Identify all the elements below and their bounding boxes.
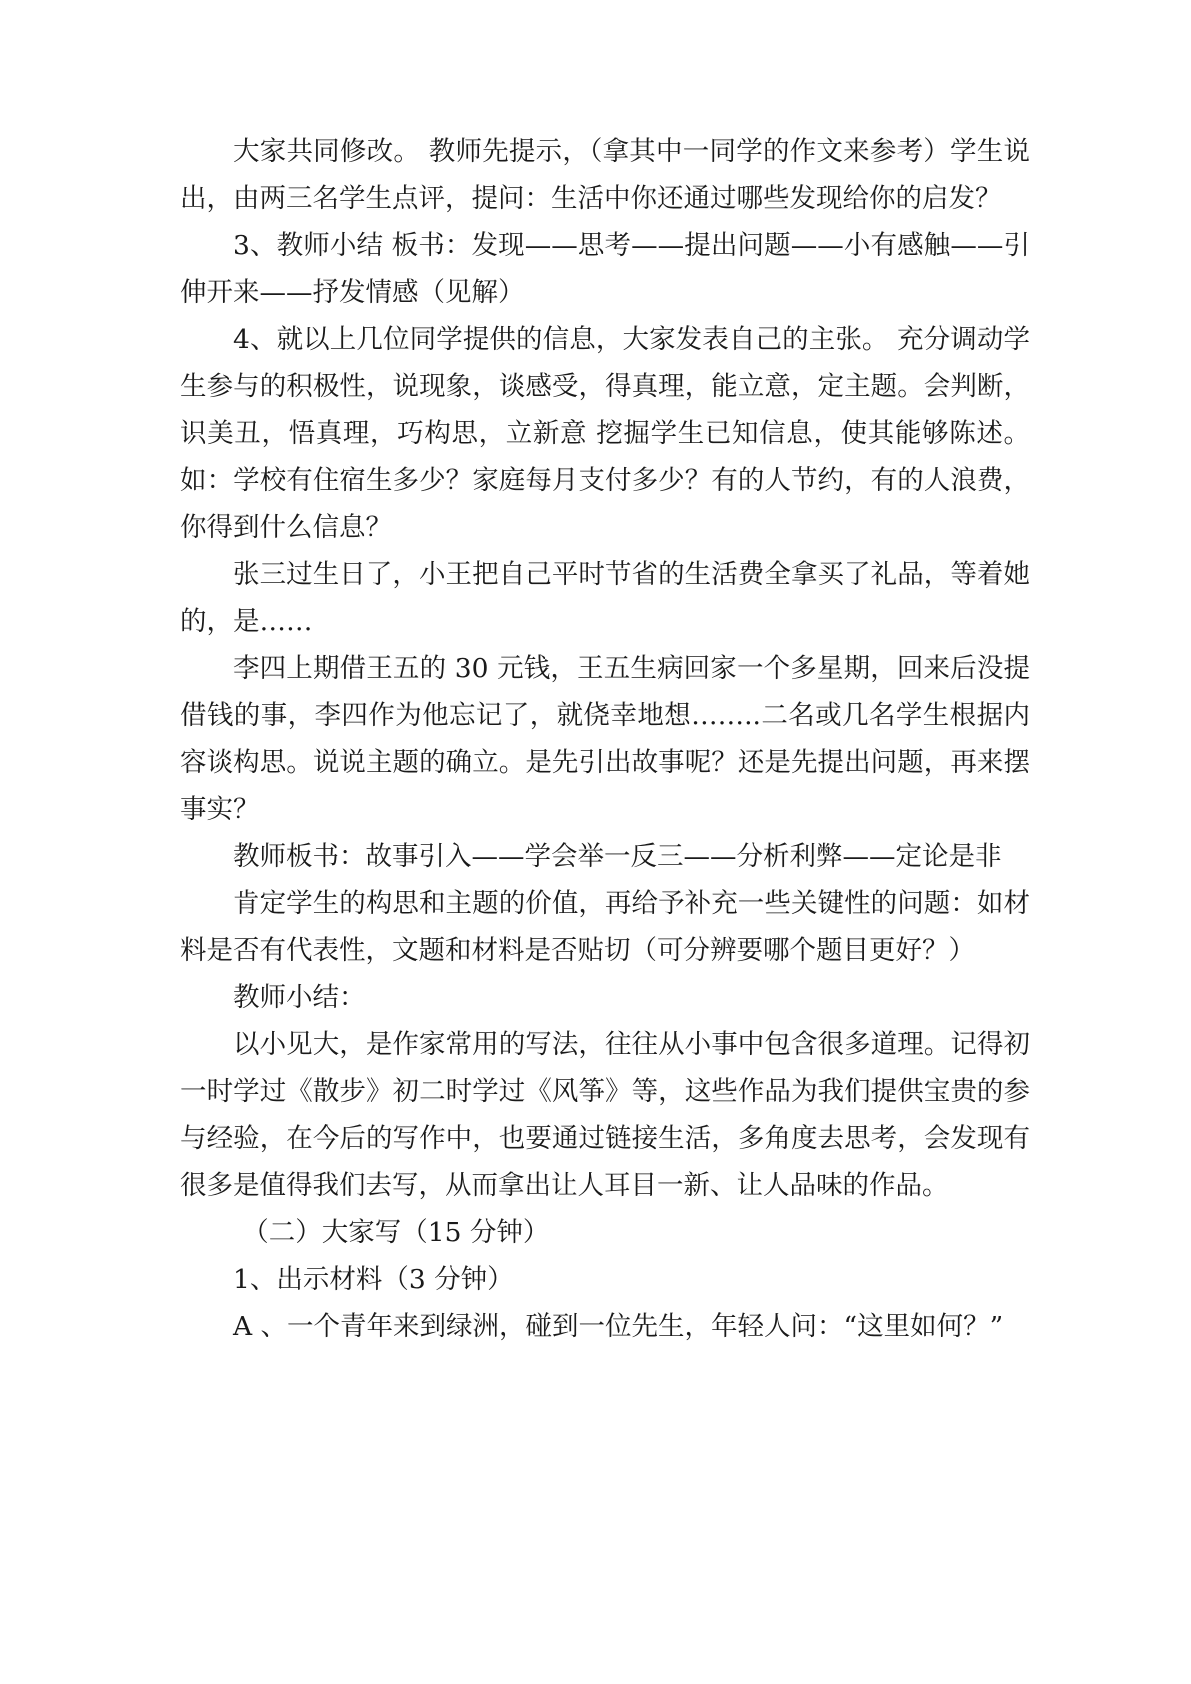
- paragraph-lisi-example: 李四上期借王五的 30 元钱，王五生病回家一个多星期，回来后没提借钱的事，李四作为他忘记了，就侥幸地想……..二名或几名学生根据内容谈构思。说说主题的确立。是先引出故事呢？还是先提出问题，再来摆事实？: [180, 653, 1030, 825]
- paragraph-revision: 大家共同修改。 教师先提示，（拿其中一同学的作文来参考）学生说出，由两三名学生点评，提问：生活中你还通过哪些发现给你的启发？: [180, 136, 1030, 214]
- paragraph-affirm-ideas: 肯定学生的构思和主题的价值，再给予补充一些关键性的问题：如材料是否有代表性，文题和材料是否贴切（可分辨要哪个题目更好？）: [180, 888, 1030, 966]
- paragraph-teacher-board-story: 教师板书：故事引入——学会举一反三——分析利弊——定论是非: [233, 841, 1002, 872]
- paragraph-teacher-summary-label: 教师小结：: [233, 982, 366, 1013]
- section-heading-writing: （二）大家写（15 分钟）: [242, 1217, 550, 1248]
- document-body: [180, 128, 1030, 1350]
- paragraph-material-a: A 、一个青年来到绿洲，碰到一位先生，年轻人问：“这里如何？”: [233, 1311, 1004, 1342]
- paragraph-student-opinions: 4、就以上几位同学提供的信息，大家发表自己的主张。 充分调动学生参与的积极性，说现象，谈感受，得真理，能立意，定主题。会判断，识美丑，悟真理，巧构思，立新意 挖掘学生已知信息，使其能够陈述。 如：学校有住宿生多少？家庭每月支付多少？有的人节约，有的人浪费，你得到什么信息？: [180, 324, 1030, 543]
- paragraph-show-material: 1、出示材料（3 分钟）: [233, 1264, 514, 1295]
- paragraph-teacher-summary-board: 3、教师小结 板书：发现——思考——提出问题——小有感触——引伸开来——抒发情感（见解）: [180, 230, 1030, 308]
- paragraph-zhangsan-example: 张三过生日了，小王把自己平时节省的生活费全拿买了礼品，等着她的，是……: [180, 559, 1030, 637]
- paragraph-small-to-big: 以小见大，是作家常用的写法，往往从小事中包含很多道理。记得初一时学过《散步》初二时学过《风筝》等，这些作品为我们提供宝贵的参与经验，在今后的写作中，也要通过链接生活，多角度去思考，会发现有很多是值得我们去写，从而拿出让人耳目一新、让人品味的作品。: [180, 1029, 1030, 1201]
